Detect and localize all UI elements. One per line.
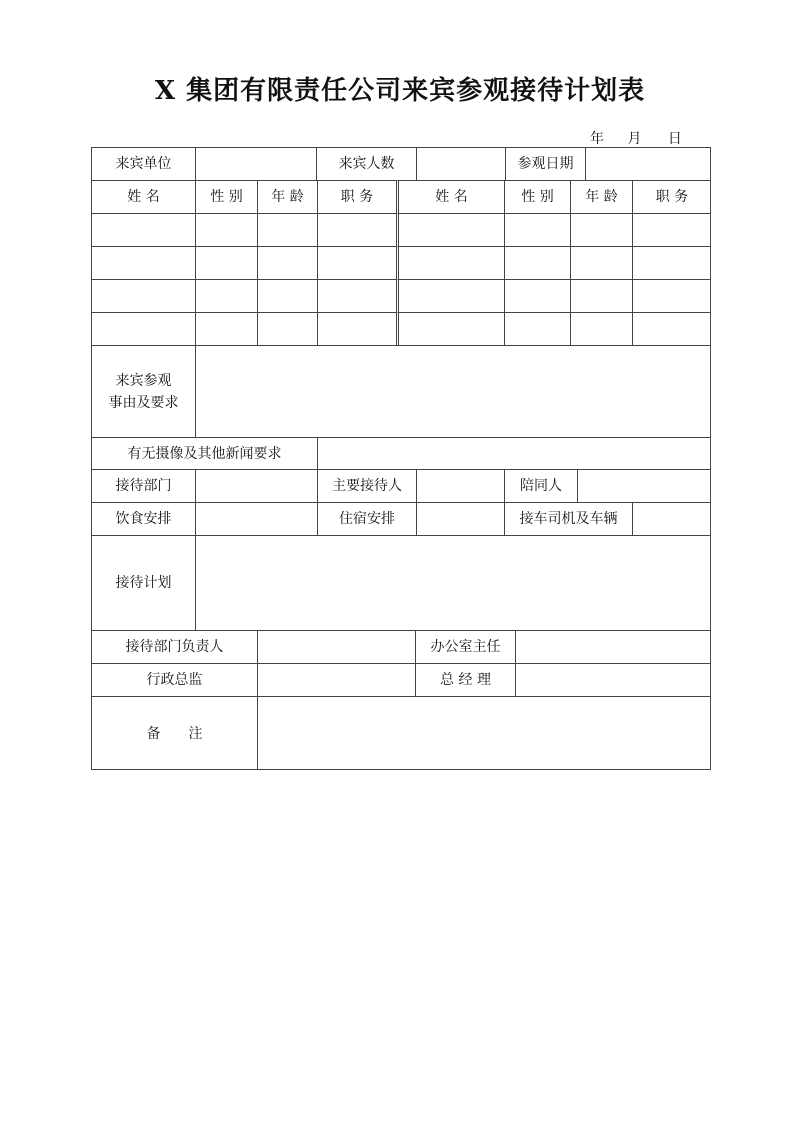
guest-cell[interactable] — [632, 279, 711, 312]
reception-plan-label: 接待计划 — [91, 535, 195, 630]
guest-cell[interactable] — [257, 312, 317, 345]
purpose-field[interactable] — [195, 345, 711, 437]
header-name-1: 姓 名 — [91, 180, 195, 213]
guest-cell[interactable] — [504, 213, 570, 246]
guest-cell[interactable] — [257, 279, 317, 312]
driver-vehicle-label: 接车司机及车辆 — [504, 502, 632, 535]
guest-cell[interactable] — [91, 213, 195, 246]
guest-cell[interactable] — [632, 246, 711, 279]
date-day-label: 日 — [667, 131, 682, 147]
main-receiver-field[interactable] — [416, 469, 504, 502]
guest-cell[interactable] — [632, 213, 711, 246]
dept-head-label: 接待部门负责人 — [91, 630, 257, 663]
guest-cell[interactable] — [504, 246, 570, 279]
visitor-count-field[interactable] — [416, 147, 505, 180]
driver-vehicle-field[interactable] — [632, 502, 711, 535]
guest-cell[interactable] — [91, 312, 195, 345]
header-position-1: 职 务 — [317, 180, 396, 213]
purpose-label-line1: 来宾参观 — [115, 372, 172, 389]
visit-form-table — [91, 147, 711, 770]
header-gender-1: 性 别 — [195, 180, 257, 213]
header-position-2: 职 务 — [632, 180, 711, 213]
form-title: X 集团有限责任公司来宾参观接待计划表 — [154, 76, 646, 106]
guest-cell[interactable] — [570, 213, 632, 246]
accompany-label: 陪同人 — [504, 469, 577, 502]
guest-cell[interactable] — [396, 246, 504, 279]
guest-cell[interactable] — [317, 279, 396, 312]
date-month-label: 月 — [627, 131, 642, 147]
guest-cell[interactable] — [317, 213, 396, 246]
visit-date-field[interactable] — [585, 147, 711, 180]
media-label: 有无摄像及其他新闻要求 — [91, 437, 317, 469]
main-receiver-label: 主要接待人 — [317, 469, 416, 502]
guest-cell[interactable] — [91, 246, 195, 279]
office-director-label: 办公室主任 — [415, 630, 515, 663]
visitor-unit-field[interactable] — [195, 147, 316, 180]
guest-cell[interactable] — [396, 279, 504, 312]
guest-cell[interactable] — [195, 312, 257, 345]
general-manager-field[interactable] — [515, 663, 711, 696]
guest-cell[interactable] — [504, 279, 570, 312]
general-manager-label: 总 经 理 — [415, 663, 515, 696]
guest-cell[interactable] — [570, 246, 632, 279]
guest-cell[interactable] — [504, 312, 570, 345]
header-age-1: 年 龄 — [257, 180, 317, 213]
lodging-field[interactable] — [416, 502, 504, 535]
guest-cell[interactable] — [317, 246, 396, 279]
date-line — [590, 128, 682, 148]
header-age-2: 年 龄 — [570, 180, 632, 213]
remarks-field[interactable] — [257, 696, 711, 770]
guest-cell[interactable] — [195, 279, 257, 312]
guest-cell[interactable] — [632, 312, 711, 345]
dept-head-field[interactable] — [257, 630, 415, 663]
date-year-label: 年 — [590, 131, 604, 147]
guest-cell[interactable] — [195, 213, 257, 246]
guest-cell[interactable] — [317, 312, 396, 345]
visit-date-label: 参观日期 — [505, 147, 585, 180]
visitor-count-label: 来宾人数 — [316, 147, 416, 180]
remarks-label: 备 注 — [91, 696, 257, 770]
visitor-unit-label: 来宾单位 — [91, 147, 195, 180]
catering-field[interactable] — [195, 502, 317, 535]
guest-cell[interactable] — [396, 213, 504, 246]
purpose-label-line2: 事由及要求 — [108, 394, 179, 411]
reception-plan-field[interactable] — [195, 535, 711, 630]
admin-director-label: 行政总监 — [91, 663, 257, 696]
office-director-field[interactable] — [515, 630, 711, 663]
guest-cell[interactable] — [396, 312, 504, 345]
catering-label: 饮食安排 — [91, 502, 195, 535]
lodging-label: 住宿安排 — [317, 502, 416, 535]
guest-cell[interactable] — [195, 246, 257, 279]
reception-dept-label: 接待部门 — [91, 469, 195, 502]
accompany-field[interactable] — [577, 469, 711, 502]
media-field[interactable] — [317, 437, 711, 469]
guest-cell[interactable] — [570, 312, 632, 345]
guest-cell[interactable] — [257, 213, 317, 246]
purpose-label — [91, 345, 195, 437]
header-name-2: 姓 名 — [396, 180, 504, 213]
reception-dept-field[interactable] — [195, 469, 317, 502]
guest-cell[interactable] — [91, 279, 195, 312]
guest-cell[interactable] — [570, 279, 632, 312]
header-gender-2: 性 别 — [504, 180, 570, 213]
admin-director-field[interactable] — [257, 663, 415, 696]
guest-cell[interactable] — [257, 246, 317, 279]
